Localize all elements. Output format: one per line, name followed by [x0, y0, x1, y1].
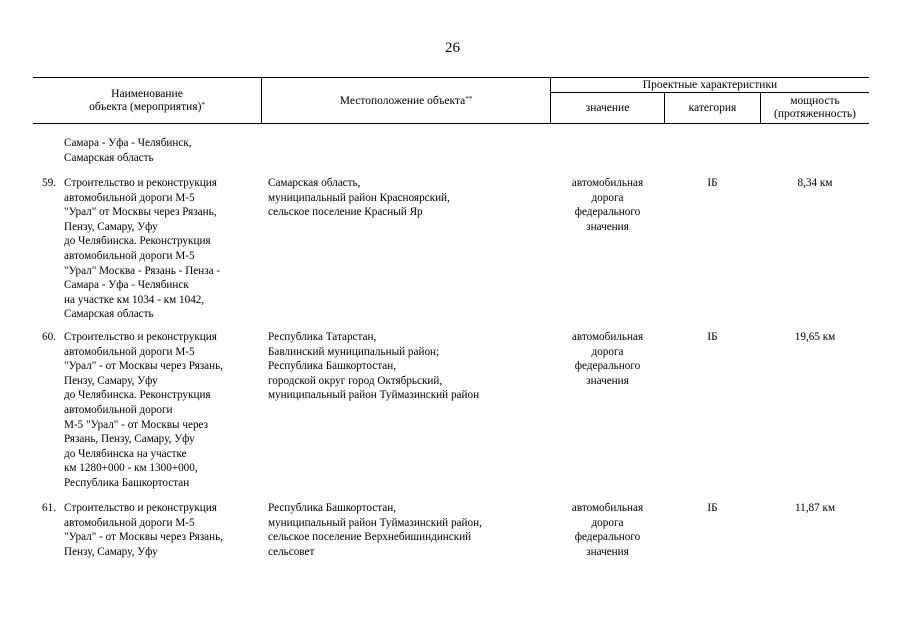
- row-number: 61.: [42, 502, 56, 514]
- row-value: автомобильная дорога федерального значения: [571, 177, 644, 233]
- row-category: IБ: [707, 331, 718, 343]
- page-number: 26: [445, 40, 460, 56]
- header-top-rule: [33, 77, 869, 78]
- row-value: автомобильная дорога федерального значения: [571, 331, 644, 387]
- row-name: Строительство и реконструкция автомобильной дороги М-5 "Урал" - от Москвы через Рязань, Пензу, Самару, Уфу: [64, 502, 224, 558]
- row-category: IБ: [707, 177, 718, 189]
- row-location: Самарская область, муниципальный район Красноярский, сельское поселение Красный Яр: [268, 177, 450, 219]
- row-name: Строительство и реконструкция автомобильной дороги М-5 "Урал" - от Москвы через Рязань, Пензу, Самару, Уфу до Челябинска. Реконструкция автомобильной дороги М-5 "Урал" - от Москвы через Рязань, Пензу, Самару, Уфу до Челябинска на участке км 1280+000 - км 1300+000, Республика Башкортостан: [64, 331, 224, 489]
- continuation-text: Самара - Уфа - Челябинск, Самарская область: [64, 137, 192, 164]
- header-value: значение: [585, 102, 630, 114]
- row-power: 11,87 км: [794, 502, 836, 514]
- header-sub-rule: [550, 92, 869, 93]
- row-power: 8,34 км: [797, 177, 833, 189]
- row-value: автомобильная дорога федерального значения: [571, 502, 644, 558]
- header-location: Местоположение объекта**: [339, 95, 473, 107]
- row-power: 19,65 км: [794, 331, 836, 343]
- header-bottom-rule: [33, 123, 869, 124]
- row-name: Строительство и реконструкция автомобильной дороги М-5 "Урал" от Москвы через Рязань, Пензу, Самару, Уфу до Челябинска. Реконструкция автомобильной дороги М-5 "Урал" Москва - Рязань - Пенза - Самара - Уфа - Челябинск на участке км 1034 - км 1042, Самарская область: [64, 177, 221, 321]
- row-location: Республика Башкортостан, муниципальный район Туймазинский район, сельское поселение Верхнебишиндинский сельсовет: [268, 502, 482, 558]
- row-number: 59.: [42, 177, 56, 189]
- header-group-title: Проектные характеристики: [642, 79, 778, 91]
- header-category: категория: [688, 102, 737, 114]
- row-number: 60.: [42, 331, 56, 343]
- header-name: Наименование объекта (мероприятия)*: [89, 88, 205, 113]
- header-power: мощность (протяженность): [774, 95, 856, 120]
- row-category: IБ: [707, 502, 718, 514]
- row-location: Республика Татарстан, Бавлинский муниципальный район; Республика Башкортостан, городской округ город Октябрьский, муниципальный район Туймазинский район: [268, 331, 480, 402]
